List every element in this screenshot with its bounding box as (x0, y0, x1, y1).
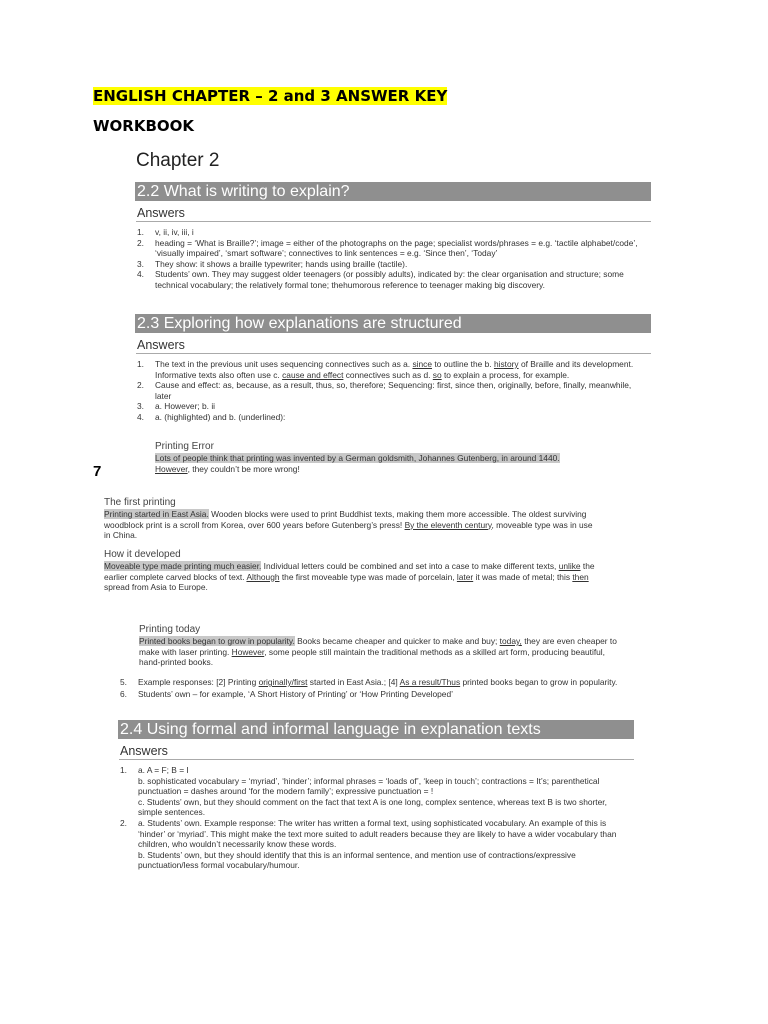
answers-list-2-2 (137, 227, 642, 291)
underlined-word: today, (499, 636, 522, 646)
extract-paragraph (104, 509, 594, 541)
underlined-word: However (231, 646, 265, 657)
highlighted-text: Moveable type made printing much easier. (104, 561, 262, 571)
text-run: , they couldn’t be more wrong! (187, 463, 300, 474)
extract-paragraph (139, 636, 619, 668)
item-text: Students’ own. They may suggest older teenagers (or possibly adults), indicated by: the clear organisation and structure; some technical vocabulary; the relatively formal tone; thehumorous reference to teenager making big discovery. (155, 269, 624, 290)
item-number: 3. (137, 401, 144, 412)
underlined-phrase: As a result/Thus (399, 677, 461, 687)
extract-paragraph (104, 561, 598, 593)
text-run: it was made of metal; this (473, 571, 573, 582)
item-number: 4. (137, 269, 144, 280)
sub-answer: a. A = F; B = I (138, 765, 189, 775)
text-run: printed books began to grow in popularity. (460, 677, 618, 687)
underlined-word: then (572, 571, 589, 582)
divider (136, 353, 651, 354)
answers-label: Answers (137, 206, 185, 220)
highlighted-text: Printing started in East Asia. (104, 509, 209, 519)
underlined-phrase: By the eleventh century (404, 519, 492, 530)
list-item (137, 401, 642, 412)
item-number: 3. (137, 258, 144, 269)
answers-list-2-3-cont (120, 677, 632, 699)
text-run: The text in the previous unit uses sequencing connectives such as a. (155, 359, 413, 369)
sub-answer: b. Students’ own, but they should identify that this is an informal sentence, and mention use of contractions/expressive punctuation/less formal vocabulary/humour. (138, 849, 576, 871)
answers-label: Answers (137, 338, 185, 352)
item-text: heading = ‘What is Braille?’; image = either of the photographs on the page; specialist words/phrases = e.g. ‘tactile alphabet/code’, ‘visually impaired’, ‘smart software’; connectives to link sentences = e.g. ‘Since then’, ‘Today’ (155, 237, 638, 259)
printing-today-extract (139, 624, 619, 668)
item-text: a. However; b. ii (155, 401, 216, 412)
item-number: 2. (137, 237, 144, 248)
sub-answer: a. Students’ own. Example response: The writer has written a formal text, using sophisticated vocabulary. An example of this is ‘hinder’ or ‘myriad’. This might make the text more suited to adult readers because they are likely to have a wider vocabulary than children, who wouldn’t necessarily know these words. (138, 817, 617, 850)
chapter-heading: Chapter 2 (136, 150, 220, 171)
extract-subheading: Printing Error (155, 441, 214, 452)
extract-subheading: Printing today (139, 624, 201, 635)
list-item (120, 677, 632, 688)
underlined-phrase: originally/first (258, 677, 308, 687)
item-number: 1. (137, 359, 144, 369)
underlined-word: Although (246, 571, 280, 582)
extract-subheading: How it developed (104, 549, 181, 560)
text-run: , moveable type was in use in China. (104, 519, 593, 541)
page-number: 7 (93, 463, 102, 480)
item-number: 2. (120, 817, 127, 828)
how-it-developed-extract (104, 549, 598, 593)
item-text: Students’ own – for example, ‘A Short History of Printing’ or ‘How Printing Developed’ (138, 688, 453, 699)
section-heading-2-4: 2.4 Using formal and informal language in explanation texts (118, 720, 634, 739)
underlined-word: history (493, 359, 519, 369)
first-printing-extract (104, 497, 594, 541)
extract-subheading: The first printing (104, 497, 176, 508)
item-text: a. (highlighted) and b. (underlined): (155, 411, 286, 422)
item-text: They show: it shows a braille typewriter; hands using braille (tactile). (155, 258, 408, 269)
item-text: v, ii, iv, iii, i (155, 227, 194, 237)
item-number: 6. (120, 688, 127, 699)
item-number: 1. (120, 765, 127, 775)
text-run: the first moveable type was made of porcelain, (279, 571, 457, 582)
text-run: to outline the b. (432, 359, 494, 369)
underlined-word: since (412, 359, 433, 369)
text-run: Example responses: [2] Printing (138, 677, 259, 687)
text-run: Individual letters could be combined and set into a case to make different texts, (261, 561, 559, 571)
list-item (137, 380, 642, 401)
underlined-word: so (432, 369, 442, 380)
title-highlight: ENGLISH CHAPTER – 2 and 3 ANSWER KEY (93, 87, 448, 105)
list-item (120, 765, 625, 818)
text-run: Wooden blocks were used to print Buddhist texts, making them more accessible. The oldest surviving woodblock print is a scroll from Korea, over 600 years before Gutenberg’s press! (104, 509, 587, 530)
item-number: 5. (120, 677, 127, 687)
list-item (137, 359, 642, 380)
underlined-word: However (155, 463, 188, 474)
text-run: to explain a process, for example. (441, 369, 570, 380)
item-number: 4. (137, 411, 144, 422)
list-item (137, 259, 642, 270)
text-run: they are even cheaper to make with laser printing. (139, 636, 617, 657)
list-item (120, 689, 632, 700)
sub-answer: c. Students’ own, but they should comment on the fact that text A is one long, complex sentence, whereas text B is two shorter, simple sentences. (138, 796, 607, 818)
item-number: 1. (137, 227, 144, 237)
divider (119, 759, 634, 760)
list-item (137, 412, 642, 423)
text-run: , some people still maintain the traditional methods as a skilled art form, producing beautiful, hand-printed books. (139, 646, 605, 668)
item-text: Cause and effect: as, because, as a result, thus, so, therefore; Sequencing: first, since then, originally, before, finally, meanwhile, later (155, 380, 632, 401)
highlighted-text: Lots of people think that printing was invented by a German goldsmith, Johannes Gutenberg, in around 1440. (155, 453, 560, 463)
item-number: 2. (137, 380, 144, 391)
underlined-word: unlike (558, 561, 581, 571)
printing-error-extract (155, 441, 635, 474)
document-title (93, 87, 447, 105)
answers-list-2-3 (137, 359, 642, 423)
underlined-word: later (456, 571, 474, 582)
list-item (120, 818, 625, 871)
text-run: started in East Asia.; [4] (307, 677, 400, 687)
workbook-label: WORKBOOK (93, 117, 195, 135)
text-run: spread from Asia to Europe. (104, 582, 208, 593)
section-heading-2-3: 2.3 Exploring how explanations are structured (135, 314, 651, 333)
answers-list-2-4 (120, 765, 625, 871)
section-heading-2-2: 2.2 What is writing to explain? (135, 182, 651, 201)
sub-answer: b. sophisticated vocabulary = ‘myriad’, ‘hinder’; informal phrases = ‘loads of’, ‘keep in touch’; contractions = It’s; parenthetical punctuation = dashes around ‘for the modern family’; expressive punctuation = ! (138, 775, 600, 797)
extract-paragraph (155, 453, 635, 474)
text-run: the earlier complete carved blocks of text. (104, 561, 595, 582)
highlighted-text: Printed books began to grow in popularity. (139, 636, 295, 646)
text-run: Informative texts also often use c. (155, 369, 283, 380)
list-item (137, 227, 642, 238)
answers-label: Answers (120, 744, 168, 758)
divider (136, 221, 651, 222)
list-item (137, 238, 642, 259)
text-run: Books became cheaper and quicker to make and buy; (294, 636, 500, 646)
text-run: of Braille and its development. (518, 359, 634, 369)
text-run: connectives such as d. (343, 369, 433, 380)
underlined-word: cause and effect (282, 369, 344, 380)
list-item (137, 269, 642, 290)
